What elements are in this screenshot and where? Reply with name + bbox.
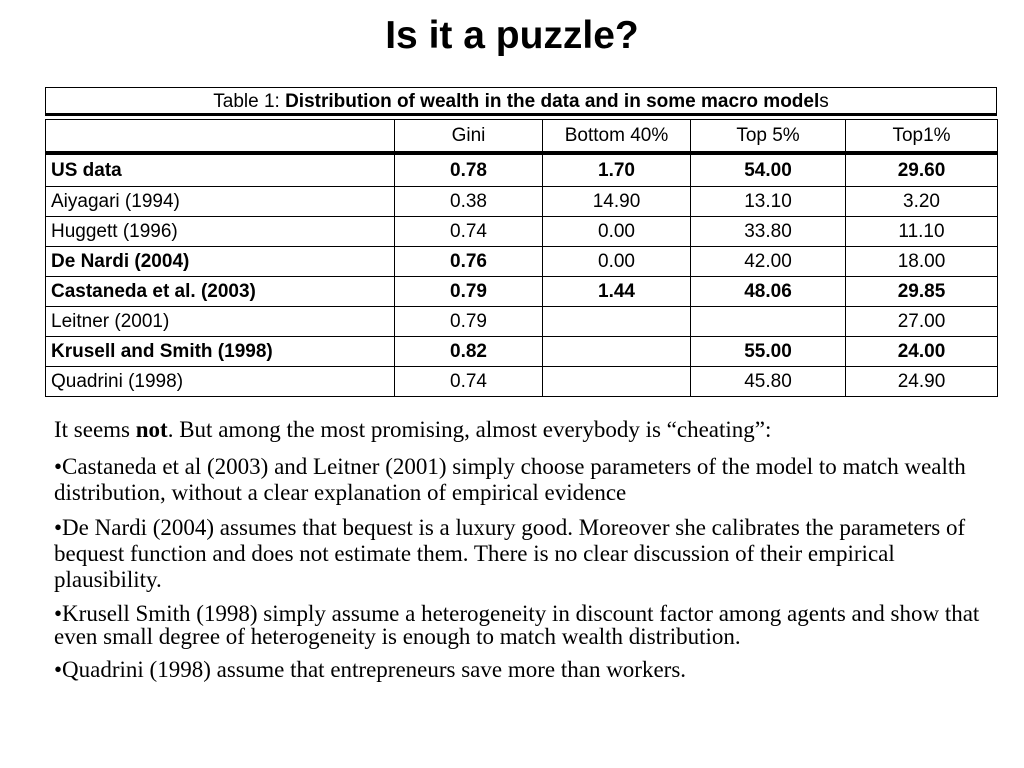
table-row [46, 187, 998, 217]
bottom40-cell: 0.00 [543, 247, 691, 277]
header-cell: Bottom 40% [543, 120, 691, 154]
top1-cell: 24.90 [846, 367, 998, 397]
header-cell: Top1% [846, 120, 998, 154]
top5-cell: 54.00 [691, 153, 846, 187]
bottom40-cell [543, 367, 691, 397]
data-table [45, 119, 998, 397]
model-name-cell: Castaneda et al. (2003) [46, 277, 395, 307]
model-name-cell: Huggett (1996) [46, 217, 395, 247]
top1-cell: 3.20 [846, 187, 998, 217]
model-name-cell: Leitner (2001) [46, 307, 395, 337]
bottom40-cell: 1.44 [543, 277, 691, 307]
bottom40-cell [543, 337, 691, 367]
bottom40-cell: 14.90 [543, 187, 691, 217]
model-name-cell: US data [46, 153, 395, 187]
top1-cell: 29.85 [846, 277, 998, 307]
gini-cell: 0.74 [395, 367, 543, 397]
top5-cell: 55.00 [691, 337, 846, 367]
gini-cell: 0.82 [395, 337, 543, 367]
bullet-castaneda-leitner: •Castaneda et al (2003) and Leitner (2001) simply choose parameters of the model to match wealth distribution, without a clear explanation of empirical evidence [54, 454, 966, 505]
intro-before: It seems [54, 417, 136, 442]
bottom40-cell [543, 307, 691, 337]
table-row [46, 247, 998, 277]
caption-prefix: Table 1: [213, 91, 286, 112]
top1-cell: 11.10 [846, 217, 998, 247]
caption-bold: Distribution of wealth in the data and in some macro model [285, 91, 820, 112]
top5-cell: 45.80 [691, 367, 846, 397]
bullet-krusell-smith: •Krusell Smith (1998) simply assume a heterogeneity in discount factor among agents and show that even small degree of heterogeneity is enough to match wealth distribution. [54, 601, 980, 649]
table-row [46, 153, 998, 187]
gini-cell: 0.38 [395, 187, 543, 217]
table-row [46, 337, 998, 367]
model-name-cell: Krusell and Smith (1998) [46, 337, 395, 367]
notes-section [54, 417, 1004, 692]
wealth-distribution-table [45, 87, 997, 397]
bullet-quadrini: •Quadrini (1998) assume that entrepreneurs save more than workers. [54, 657, 687, 682]
top1-cell: 29.60 [846, 153, 998, 187]
bottom40-cell: 1.70 [543, 153, 691, 187]
top1-cell: 18.00 [846, 247, 998, 277]
top5-cell: 13.10 [691, 187, 846, 217]
gini-cell: 0.79 [395, 277, 543, 307]
model-name-cell: De Nardi (2004) [46, 247, 395, 277]
bottom40-cell: 0.00 [543, 217, 691, 247]
top1-cell: 27.00 [846, 307, 998, 337]
notes-intro [54, 417, 1004, 443]
table-row [46, 307, 998, 337]
header-cell [46, 120, 395, 154]
table-row [46, 277, 998, 307]
table-caption [45, 87, 997, 116]
table-row [46, 217, 998, 247]
top1-cell: 24.00 [846, 337, 998, 367]
caption-suffix: s [819, 91, 829, 112]
top5-cell: 33.80 [691, 217, 846, 247]
gini-cell: 0.76 [395, 247, 543, 277]
intro-after: . But among the most promising, almost everybody is “cheating”: [167, 417, 772, 442]
bullet-de-nardi: •De Nardi (2004) assumes that bequest is a luxury good. Moreover she calibrates the parameters of bequest function and does not estimate them. There is no clear discussion of their empirical plausibility. [54, 515, 966, 592]
gini-cell: 0.78 [395, 153, 543, 187]
intro-bold: not [135, 417, 168, 442]
top5-cell [691, 307, 846, 337]
header-cell: Gini [395, 120, 543, 154]
model-name-cell: Aiyagari (1994) [46, 187, 395, 217]
gini-cell: 0.74 [395, 217, 543, 247]
top5-cell: 42.00 [691, 247, 846, 277]
gini-cell: 0.79 [395, 307, 543, 337]
table-header-row [46, 120, 998, 154]
header-cell: Top 5% [691, 120, 846, 154]
top5-cell: 48.06 [691, 277, 846, 307]
slide-title: Is it a puzzle? [385, 14, 639, 57]
model-name-cell: Quadrini (1998) [46, 367, 395, 397]
table-row [46, 367, 998, 397]
